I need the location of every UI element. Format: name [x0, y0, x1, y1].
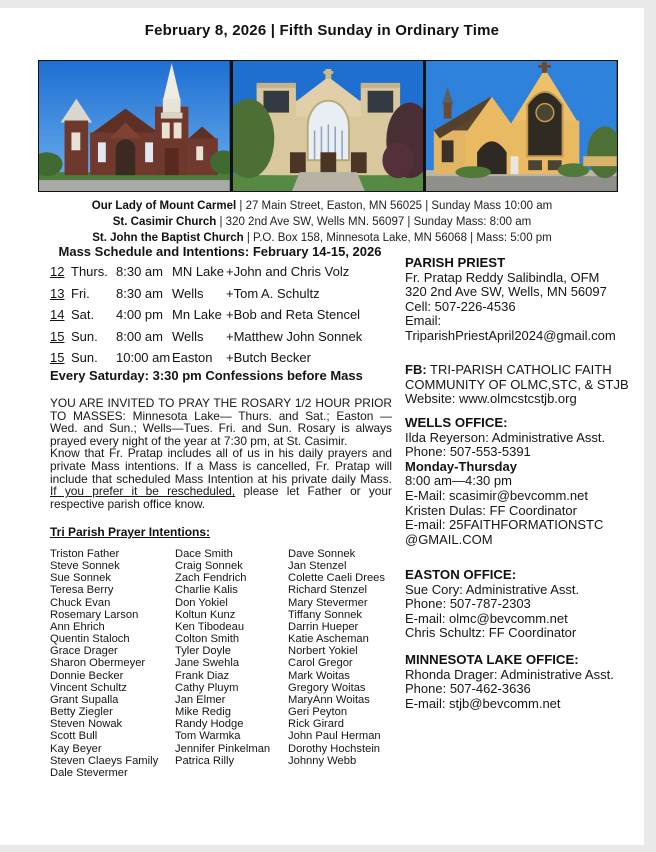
- easton-admin: Sue Cory: Administrative Asst.: [405, 581, 580, 597]
- priest-email-label: Email:: [405, 313, 442, 329]
- website: Website: www.olmcstcstjb.org: [405, 391, 577, 407]
- prayer-name: Betty Ziegler: [50, 706, 113, 719]
- parish-priest-section: [405, 256, 643, 344]
- church-photo-strip: [38, 60, 618, 192]
- prayer-name: Ken Tibodeau: [175, 620, 245, 633]
- mn-lake-phone: Phone: 507-462-3636: [405, 681, 531, 697]
- mass-location: Easton: [172, 350, 213, 366]
- mass-schedule-row: [50, 286, 392, 308]
- mass-date: 13: [50, 285, 65, 301]
- prayer-name: Rosemary Larson: [50, 608, 139, 621]
- mass-location: Mn Lake: [172, 307, 222, 323]
- golden-church-illustration: [426, 61, 617, 191]
- mass-location: MN Lake: [172, 264, 225, 279]
- easton-phone: Phone: 507-787-2303: [405, 596, 531, 612]
- fb-label: FB:: [405, 362, 427, 377]
- prayer-name: Teresa Berry: [50, 584, 114, 597]
- prayer-name: Katie Ascheman: [288, 633, 369, 646]
- prayer-name: Zach Fendrich: [175, 572, 247, 585]
- prayer-name: Mike Redig: [175, 706, 231, 719]
- priest-address: 320 2nd Ave SW, Wells, MN 56097: [405, 284, 607, 300]
- address-line: [0, 214, 644, 230]
- mass-time: 8:30 am: [116, 285, 163, 301]
- prayer-name: Tyler Doyle: [175, 645, 231, 658]
- mass-day: Sat.: [71, 307, 95, 323]
- priest-cell: Cell: 507-226-4536: [405, 298, 516, 314]
- page-title: February 8, 2026 | Fifth Sunday in Ordinary Time: [144, 22, 500, 39]
- rosary-paragraph-1: YOU ARE INVITED TO PRAY THE ROSARY 1/2 HOUR PRIOR TO MASSES: Minnesota Lake— Thurs. and Sat.; Easton —Wed. and Sun.; Wells—Tues. Fri. and Sun. Rosary is always prayed every night of the year at 7:30 pm, at St. Casimir.: [50, 396, 392, 448]
- address-details: | 320 2nd Ave SW, Wells MN. 56097 | Sunday Mass: 8:00 am: [216, 216, 532, 228]
- church-name: St. John the Baptist Church: [92, 232, 244, 244]
- prayer-name: Colton Smith: [175, 633, 240, 646]
- mass-date: 15: [50, 328, 65, 344]
- prayer-intentions-heading: Tri Parish Prayer Intentions:: [50, 525, 211, 539]
- easton-ff-coordinator: Chris Schultz: FF Coordinator: [405, 625, 577, 641]
- prayer-name: Chuck Evan: [50, 596, 111, 609]
- prayer-name: Dorothy Hochstein: [288, 742, 381, 755]
- prayer-names-column-2: [175, 548, 288, 779]
- prayer-name: Kay Beyer: [50, 742, 102, 755]
- prayer-name: Tiffany Sonnek: [288, 608, 363, 621]
- mass-schedule-row: [50, 307, 392, 329]
- prayer-name: Richard Stenzel: [288, 584, 367, 597]
- prayer-name: Craig Sonnek: [175, 560, 243, 573]
- prayer-name: Colette Caeli Drees: [288, 572, 386, 585]
- rosary-paragraph-2: [50, 447, 392, 510]
- prayer-name: Triston Father: [50, 548, 120, 560]
- mass-time: 8:00 am: [116, 328, 163, 344]
- mass-day: Thurs.: [71, 264, 108, 279]
- brick-church-illustration: [39, 61, 230, 191]
- prayer-name: Sue Sonnek: [50, 572, 111, 585]
- mass-intention: +Butch Becker: [226, 350, 311, 366]
- mass-date: 12: [50, 264, 65, 279]
- mass-schedule-table: [50, 264, 392, 372]
- limestone-church-illustration: [233, 61, 424, 191]
- wells-admin: Ilda Reyerson: Administrative Asst.: [405, 429, 606, 445]
- prayer-name: Jennifer Pinkelman: [175, 742, 271, 755]
- mass-schedule-row: [50, 329, 392, 351]
- easton-office-section: [405, 568, 643, 641]
- prayer-name: Mary Stevermer: [288, 596, 368, 609]
- prayer-name: Dale Stevermer: [50, 766, 128, 779]
- address-line: [0, 198, 644, 214]
- prayer-name: Randy Hodge: [175, 718, 244, 731]
- mass-day: Sun.: [71, 328, 98, 344]
- rosary-text: please let Father or your respective parish office know.: [50, 484, 392, 511]
- mn-lake-email: E-mail: stjb@bevcomm.net: [405, 695, 561, 711]
- mass-date: 15: [50, 350, 65, 366]
- minnesota-lake-office-section: [405, 653, 643, 711]
- mass-time: 10:00 am: [116, 350, 171, 366]
- prayer-name: Darrin Hueper: [288, 620, 359, 633]
- priest-name: Fr. Pratap Reddy Salibindla, OFM: [405, 269, 600, 285]
- church-name: Our Lady of Mount Carmel: [91, 200, 237, 212]
- prayer-name: Charlie Kalis: [175, 584, 238, 597]
- mass-date: 14: [50, 307, 65, 323]
- prayer-name: Koltun Kunz: [175, 608, 236, 621]
- prayer-name: Dace Smith: [175, 548, 233, 560]
- mass-location: Wells: [172, 285, 204, 301]
- our-lady-of-mount-carmel-photo: [39, 61, 230, 191]
- easton-office-heading: EASTON OFFICE:: [405, 567, 517, 582]
- wells-ff-email: E-mail: 25FAITHFORMATIONSTC: [405, 517, 604, 533]
- fb-text: TRI-PARISH CATHOLIC FAITH: [426, 362, 612, 377]
- prayer-name: John Paul Herman: [288, 730, 381, 743]
- prayer-name: Cathy Pluym: [175, 681, 239, 694]
- prayer-name: Jan Elmer: [175, 693, 226, 706]
- mass-location: Wells: [172, 328, 204, 344]
- wells-days: Monday-Thursday: [405, 458, 517, 474]
- bulletin-page: [0, 8, 644, 845]
- mass-intention: +John and Chris Volz: [226, 264, 350, 279]
- wells-ff-email-2: @GMAIL.COM: [405, 531, 493, 547]
- mass-day: Fri.: [71, 285, 90, 301]
- prayer-name: Geri Peyton: [288, 706, 348, 719]
- rosary-notice: [50, 397, 392, 510]
- prayer-name: Gregory Woitas: [288, 681, 366, 694]
- prayer-name: Johnny Webb: [288, 754, 357, 767]
- prayer-name: Rick Girard: [288, 718, 344, 731]
- address-details: | P.O. Box 158, Minnesota Lake, MN 56068 | Mass: 5:00 pm: [243, 232, 552, 244]
- mass-intention: +Bob and Reta Stencel: [226, 307, 361, 323]
- wells-ff-coordinator: Kristen Dulas: FF Coordinator: [405, 502, 577, 518]
- prayer-name: Frank Diaz: [175, 669, 230, 682]
- prayer-name: MaryAnn Woitas: [288, 693, 370, 706]
- mass-intention: +Matthew John Sonnek: [226, 328, 363, 344]
- mass-schedule-row: [50, 264, 392, 286]
- rosary-text: Know that Fr. Pratap includes all of us in his daily prayers and private Mass intentions. If a Mass is cancelled, Fr. Pratap will include that scheduled Mass Intention at his private daily Mass.: [50, 446, 392, 486]
- mn-lake-office-heading: MINNESOTA LAKE OFFICE:: [405, 652, 579, 667]
- prayer-name: Dave Sonnek: [288, 548, 356, 560]
- prayer-name: Carol Gregor: [288, 657, 353, 670]
- prayer-name: Jane Swehla: [175, 657, 240, 670]
- prayer-name: Mark Woitas: [288, 669, 350, 682]
- prayer-name: Ann Ehrich: [50, 620, 105, 633]
- wells-hours: 8:00 am—4:30 pm: [405, 473, 512, 489]
- fb-community: COMMUNITY OF OLMC,STC, & STJB: [405, 376, 629, 392]
- wells-email: E-Mail: scasimir@bevcomm.net: [405, 487, 588, 503]
- parish-priest-heading: PARISH PRIEST: [405, 255, 506, 270]
- prayer-name: Quentin Staloch: [50, 633, 130, 646]
- wells-office-heading: WELLS OFFICE:: [405, 415, 508, 430]
- prayer-name: Vincent Schultz: [50, 681, 127, 694]
- priest-email: TriparishPriestApril2024@gmail.com: [405, 327, 616, 343]
- church-address-list: [0, 198, 644, 246]
- prayer-name: Patrica Rilly: [175, 754, 235, 767]
- address-details: | 27 Main Street, Easton, MN 56025 | Sunday Mass 10:00 am: [236, 200, 553, 212]
- easton-email: E-mail: olmc@bevcomm.net: [405, 610, 568, 626]
- wells-phone: Phone: 507-553-5391: [405, 444, 531, 460]
- prayer-names-column-1: [50, 548, 175, 779]
- confessions-note: Every Saturday: 3:30 pm Confessions before Mass: [50, 368, 363, 383]
- prayer-name: Don Yokiel: [175, 596, 228, 609]
- prayer-name: Grace Drager: [50, 645, 118, 658]
- prayer-name: Donnie Becker: [50, 669, 124, 682]
- mass-schedule-title: Mass Schedule and Intentions: February 14-15, 2026: [58, 244, 382, 259]
- facebook-line: [405, 363, 643, 378]
- mass-intention: +Tom A. Schultz: [226, 285, 320, 301]
- mass-day: Sun.: [71, 350, 98, 366]
- church-name: St. Casimir Church: [112, 216, 217, 228]
- mass-time: 8:30 am: [116, 264, 163, 279]
- prayer-name: Grant Supalla: [50, 693, 119, 706]
- prayer-name: Steven Claeys Family: [50, 754, 159, 767]
- st-john-the-baptist-church-photo: [426, 61, 617, 191]
- prayer-names-column-3: [288, 548, 418, 779]
- prayer-name: Jan Stenzel: [288, 560, 347, 573]
- prayer-name: Tom Warmka: [175, 730, 241, 743]
- prayer-name: Sharon Obermeyer: [50, 657, 146, 670]
- mn-lake-admin: Rhonda Drager: Administrative Asst.: [405, 666, 614, 682]
- rescheduled-underlined-text: If you prefer it be rescheduled,: [50, 484, 236, 499]
- prayer-name: Norbert Yokiel: [288, 645, 358, 658]
- prayer-intentions-list: [50, 548, 418, 779]
- wells-office-section: [405, 416, 643, 547]
- prayer-name: Steve Sonnek: [50, 560, 120, 573]
- prayer-name: Steven Nowak: [50, 718, 123, 731]
- prayer-name: Scott Bull: [50, 730, 98, 743]
- st-casimir-church-photo: [233, 61, 424, 191]
- mass-time: 4:00 pm: [116, 307, 163, 323]
- facebook-section: [405, 363, 643, 407]
